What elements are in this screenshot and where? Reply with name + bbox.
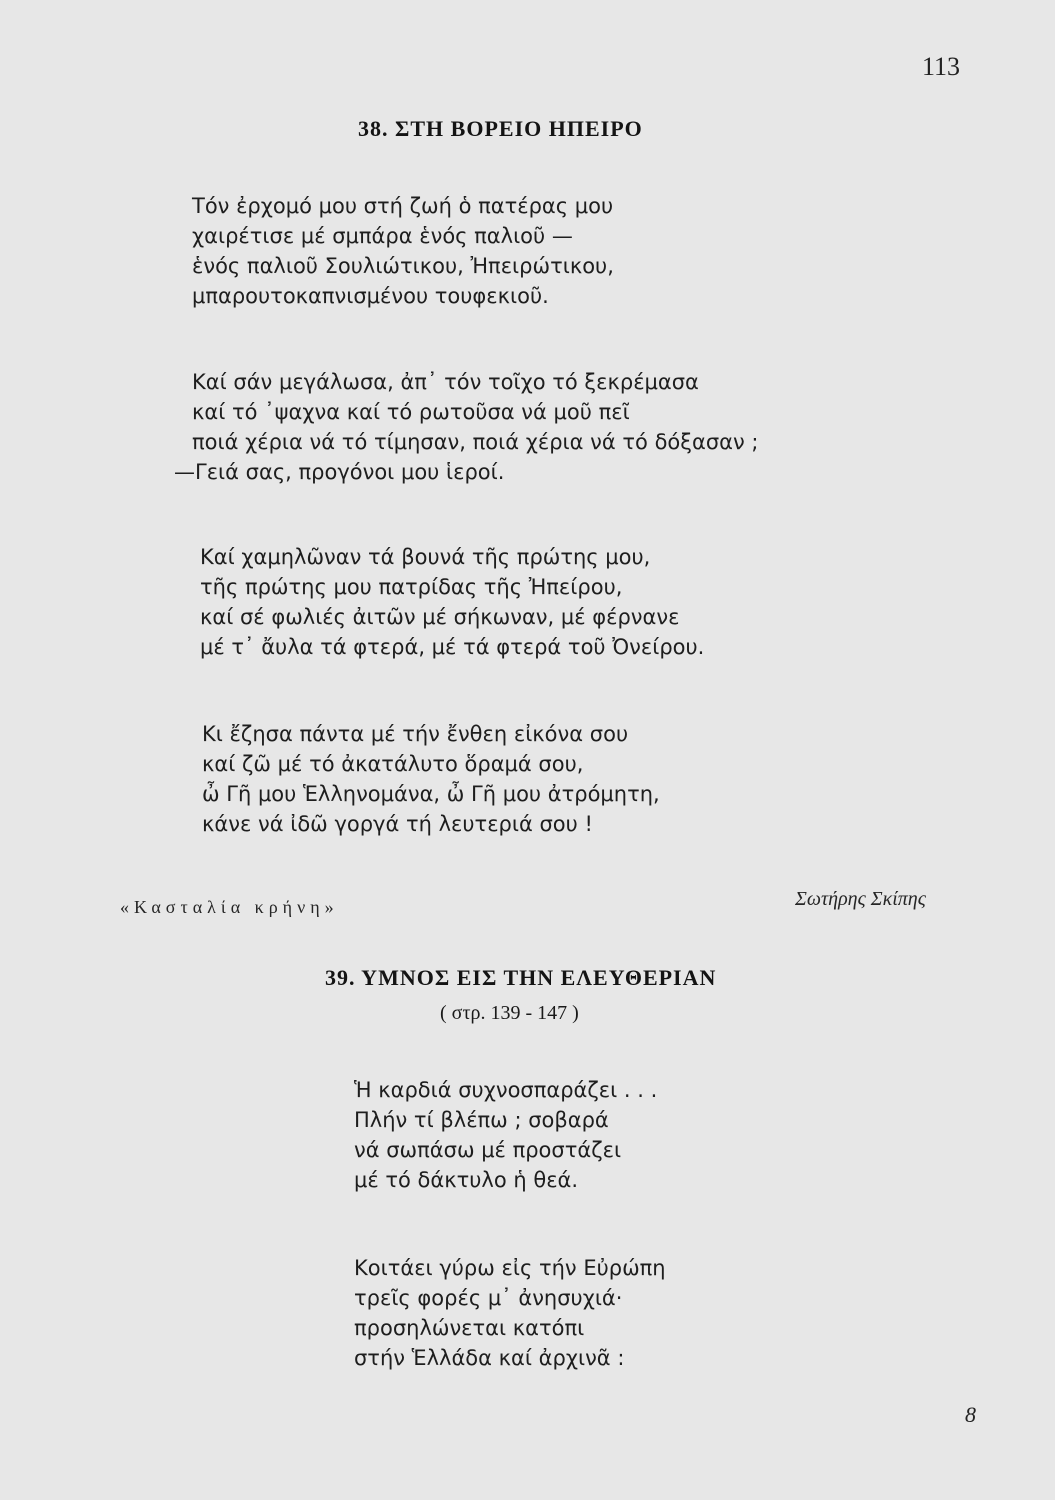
verse-line: χαιρέτισε μέ σμπάρα ἑνός παλιοῦ —	[192, 224, 573, 248]
verse-line: ὦ Γῆ μου Ἑλληνομάνα, ὦ Γῆ μου ἀτρόμητη,	[202, 782, 660, 806]
verse-line: καί τό ᾽ψαχνα καί τό ρωτοῦσα νά μοῦ πεῖ	[192, 400, 630, 424]
verse-line: Ἡ καρδιά συχνοσπαράζει . . .	[354, 1078, 658, 1102]
verse-line: τρεῖς φορές μ᾽ ἀνησυχιά·	[354, 1286, 623, 1310]
verse-line: στήν Ἑλλάδα καί ἀρχινᾶ :	[354, 1346, 625, 1370]
signature-mark: 8	[965, 1402, 976, 1427]
poem-39-title: 39. ΥΜΝΟΣ ΕΙΣ ΤΗΝ ΕΛΕΥΘΕΡΙΑΝ	[325, 965, 717, 990]
verse-line: Κοιτάει γύρω εἰς τήν Εὐρώπη	[354, 1256, 666, 1280]
verse-line: καί ζῶ μέ τό ἀκατάλυτο ὅραμά σου,	[202, 752, 584, 776]
poem-38-stanza-3	[200, 542, 704, 662]
poem-39-stanza-2	[354, 1253, 666, 1373]
page-number: 113	[922, 52, 961, 81]
verse-line: προσηλώνεται κατόπι	[354, 1316, 585, 1340]
verse-line: —Γειά σας, προγόνοι μου ἱεροί.	[174, 460, 505, 484]
poem-38-title: 38. ΣΤΗ ΒΟΡΕΙΟ ΗΠΕΙΡΟ	[358, 116, 643, 141]
poem-38-stanza-4	[202, 719, 660, 839]
poem-38-stanza-1	[192, 191, 614, 311]
verse-line: κάνε νά ἰδῶ γοργά τή λευτεριά σου !	[202, 812, 593, 836]
poem-38-author: Σωτήρης Σκίπης	[795, 888, 926, 910]
poem-39-stanza-1	[354, 1075, 657, 1195]
poem-38-stanza-2	[174, 367, 759, 487]
verse-line: Καί χαμηλῶναν τά βουνά τῆς πρώτης μου,	[200, 545, 651, 569]
verse-line: μπαρουτοκαπνισμένου τουφεκιοῦ.	[192, 284, 549, 308]
verse-line: Κι ἔζησα πάντα μέ τήν ἔνθεη εἰκόνα σου	[202, 722, 629, 746]
verse-line: Καί σάν μεγάλωσα, ἀπ᾽ τόν τοῖχο τό ξεκρέμασα	[192, 370, 699, 394]
verse-line: καί σέ φωλιές ἀιτῶν μέ σήκωναν, μέ φέρνανε	[200, 605, 680, 629]
verse-line: ἑνός παλιοῦ Σουλιώτικου, Ἠπειρώτικου,	[192, 254, 614, 278]
verse-line: Πλήν τί βλέπω ; σοβαρά	[354, 1108, 609, 1132]
verse-line: τῆς πρώτης μου πατρίδας τῆς Ἠπείρου,	[200, 575, 623, 599]
verse-line: νά σωπάσω μέ προστάζει	[354, 1138, 622, 1162]
verse-line: μέ τ᾽ ἄυλα τά φτερά, μέ τά φτερά τοῦ Ὀνείρου.	[200, 635, 705, 659]
poem-38-source: «Κασταλία κρήνη»	[120, 897, 339, 917]
poem-39-subtitle: ( στρ. 139 - 147 )	[440, 1002, 579, 1024]
verse-line: ποιά χέρια νά τό τίμησαν, ποιά χέρια νά τό δόξασαν ;	[192, 430, 759, 454]
verse-line: Τόν ἐρχομό μου στή ζωή ὁ πατέρας μου	[192, 194, 614, 218]
verse-line: μέ τό δάκτυλο ἡ θεά.	[354, 1168, 579, 1192]
